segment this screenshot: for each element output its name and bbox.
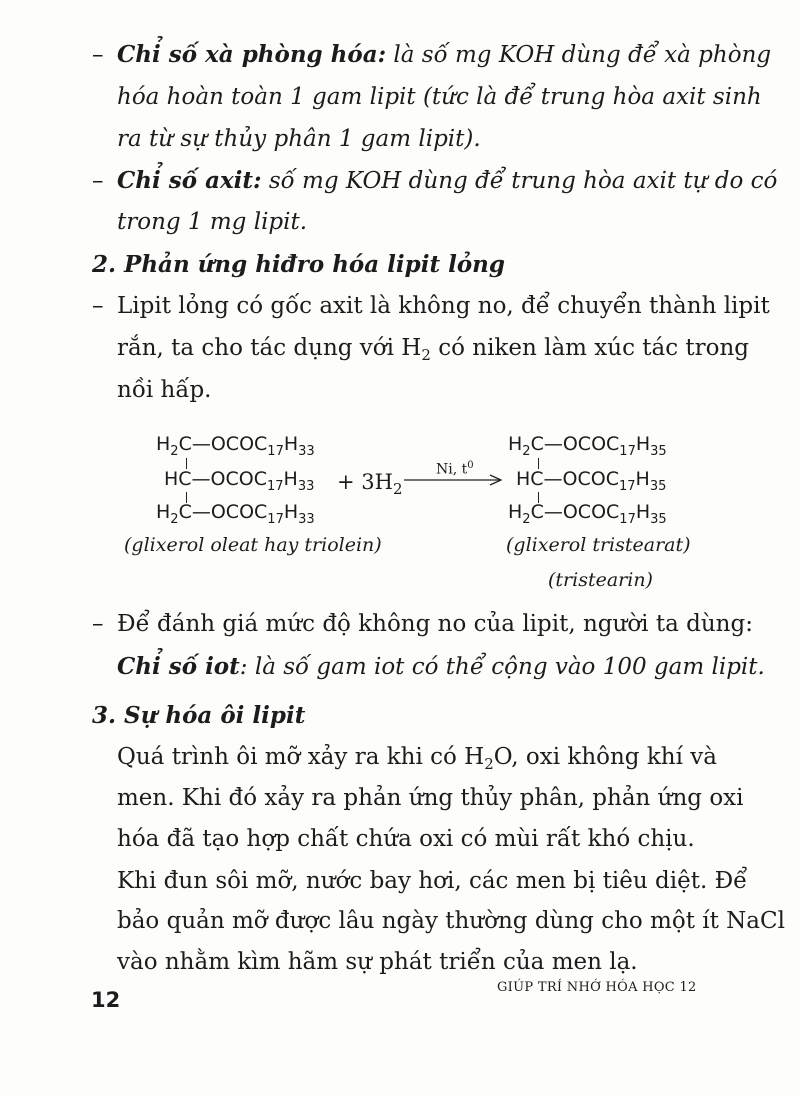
bullet-dash: –	[92, 293, 104, 319]
sup: 0	[467, 460, 474, 471]
t: HC—OCOC	[164, 468, 267, 490]
iodine-index-term: Chỉ số iot	[117, 653, 240, 680]
product-row-3	[508, 501, 667, 526]
t: C—OCOC	[178, 501, 268, 523]
reactant-row-3	[156, 501, 315, 526]
sub: 33	[298, 512, 315, 527]
bullet-dash: –	[92, 168, 104, 194]
book-title-footer: GIÚP TRÍ NHỚ HÓA HỌC 12	[497, 980, 697, 995]
t: H	[283, 501, 299, 523]
hydrogenation-line-2	[117, 333, 749, 365]
sub: 2	[170, 444, 179, 459]
unsaturation-line: Để đánh giá mức độ không no của lipit, người ta dùng:	[117, 611, 753, 637]
sub: 2	[484, 755, 494, 773]
iodine-index-definition: : là số gam iot có thể cộng vào 100 gam lipit.	[239, 654, 765, 680]
text-part: rắn, ta cho tác dụng với H	[117, 335, 422, 361]
page-number: 12	[91, 988, 121, 1012]
sub: 35	[650, 444, 667, 459]
sub: 17	[267, 444, 284, 459]
reaction-arrow-icon	[404, 472, 504, 488]
t: + 3H	[337, 470, 393, 494]
t: O, oxi không khí và	[493, 744, 717, 770]
t: HC—OCOC	[516, 468, 619, 490]
hydrogen-reagent	[337, 467, 403, 499]
t: H	[508, 501, 523, 523]
product-caption: (glixerol tristearat)	[506, 534, 691, 556]
rancidity-p1-line-3: hóa đã tạo hợp chất chứa oxi có mùi rất khó chịu.	[117, 826, 695, 852]
acid-index-line-2: trong 1 mg lipit.	[117, 209, 308, 235]
sub: 33	[297, 479, 315, 494]
sub: 35	[650, 512, 667, 527]
sub: 2	[522, 512, 531, 527]
sub: 2	[522, 444, 531, 459]
saponification-index-line-3: ra từ sự thủy phân 1 gam lipit).	[117, 126, 481, 152]
t: C—OCOC	[530, 501, 620, 523]
t: H	[156, 501, 171, 523]
rancidity-p1-line-1	[117, 742, 717, 774]
hydrogenation-line-1: Lipit lỏng có gốc axit là không no, để chuyển thành lipit	[117, 293, 770, 319]
t: Quá trình ôi mỡ xảy ra khi có H	[117, 744, 485, 770]
t: Ni, t	[436, 461, 468, 478]
rancidity-p2-line-2: bảo quản mỡ được lâu ngày thường dùng cho một ít NaCl	[117, 908, 785, 934]
section-2-heading: 2. Phản ứng hiđro hóa lipit lỏng	[92, 251, 505, 278]
saponification-index-line-1	[117, 40, 771, 70]
saponification-index-line-2: hóa hoàn toàn 1 gam lipit (tức là để trung hòa axit sinh	[117, 84, 762, 110]
text-part: có niken làm xúc tác trong	[430, 335, 750, 361]
saponification-index-definition: là số mg KOH dùng để xà phòng	[386, 42, 772, 68]
rancidity-p1-line-2: men. Khi đó xảy ra phản ứng thủy phân, phản ứng oxi	[117, 785, 744, 811]
sub: 17	[267, 512, 284, 527]
sub: 17	[619, 444, 636, 459]
rancidity-p2-line-1: Khi đun sôi mỡ, nước bay hơi, các men bị tiêu diệt. Để	[117, 868, 748, 894]
sub: 17	[619, 479, 636, 494]
acid-index-definition: số mg KOH dùng để trung hòa axit tự do có	[261, 168, 778, 194]
rancidity-p2-line-3: vào nhằm kìm hãm sự phát triển của men lạ.	[117, 949, 638, 975]
product-row-2	[516, 468, 666, 493]
t: H	[283, 433, 299, 455]
acid-index-line-1	[117, 166, 777, 196]
t: C—OCOC	[530, 433, 620, 455]
t: H	[635, 468, 650, 490]
reactant-caption: (glixerol oleat hay triolein)	[124, 534, 382, 556]
subscript: 2	[421, 346, 431, 364]
sub: 33	[298, 444, 315, 459]
saponification-index-term: Chỉ số xà phòng hóa:	[117, 41, 387, 68]
t: H	[635, 501, 651, 523]
t: C—OCOC	[178, 433, 268, 455]
reactant-row-2	[164, 468, 314, 493]
t: H	[508, 433, 523, 455]
t: H	[156, 433, 171, 455]
sub: 35	[649, 479, 667, 494]
iodine-index-line	[117, 652, 765, 682]
sub: 17	[619, 512, 636, 527]
sub: 2	[392, 480, 403, 498]
product-caption-alt: (tristearin)	[548, 569, 653, 591]
t: H	[635, 433, 651, 455]
product-row-1	[508, 433, 667, 458]
bullet-dash: –	[92, 611, 104, 637]
sub: 2	[170, 512, 179, 527]
sub: 17	[267, 479, 284, 494]
t: H	[283, 468, 298, 490]
hydrogenation-line-3: nồi hấp.	[117, 377, 212, 403]
reactant-row-1	[156, 433, 315, 458]
section-3-heading: 3. Sự hóa ôi lipit	[92, 702, 306, 729]
bullet-dash: –	[92, 42, 104, 68]
acid-index-term: Chỉ số axit:	[117, 167, 262, 194]
